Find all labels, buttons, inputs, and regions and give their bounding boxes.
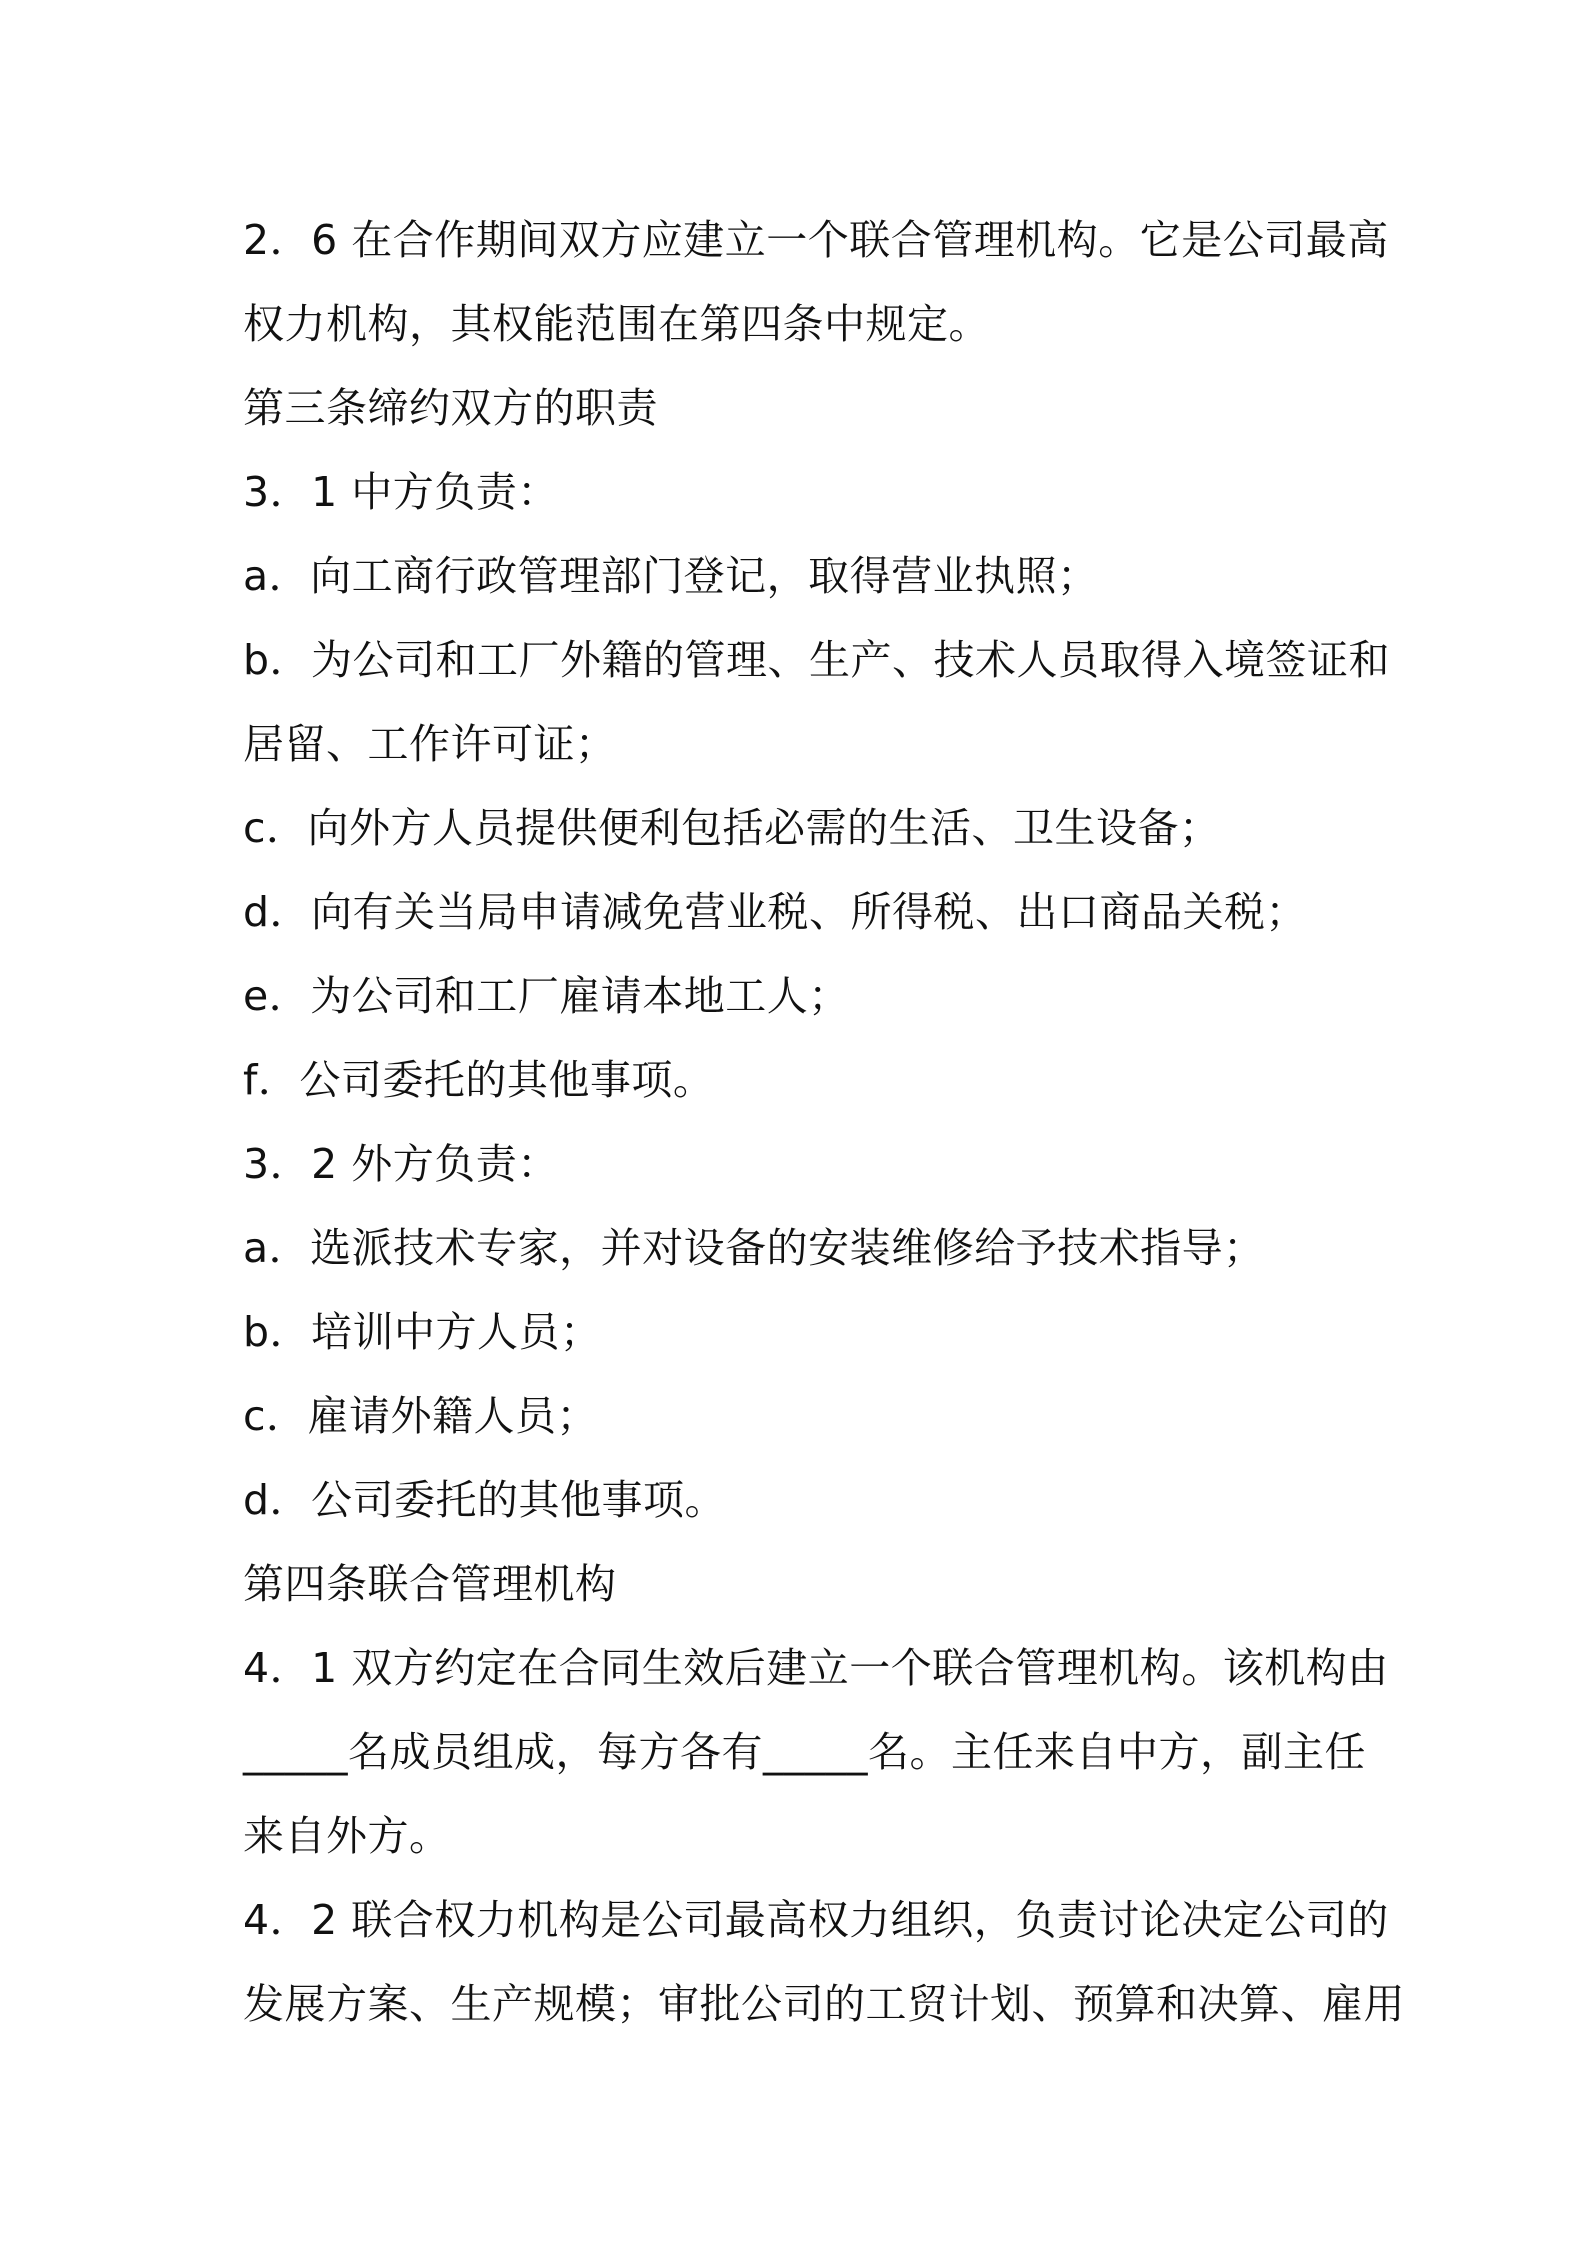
- text-line-15: c．雇请外籍人员；: [243, 1392, 599, 1440]
- document-body: [243, 198, 1405, 2046]
- text-line-19: _____名成员组成，每方各有_____名。主任来自中方，副主任: [243, 1728, 1366, 1776]
- text-line-21: 4．2 联合权力机构是公司最高权力组织，负责讨论决定公司的: [243, 1896, 1389, 1944]
- text-line-16: d．公司委托的其他事项。: [243, 1476, 727, 1524]
- text-line-6: b．为公司和工厂外籍的管理、生产、技术人员取得入境签证和: [243, 636, 1391, 684]
- section-heading-article-3: 第三条缔约双方的职责: [243, 384, 658, 432]
- text-line-13: a．选派技术专家，并对设备的安装维修给予技术指导；: [243, 1224, 1265, 1272]
- text-line-12: 3．2 外方负责：: [243, 1140, 559, 1188]
- text-line-9: d．向有关当局申请减免营业税、所得税、出口商品关税；: [243, 888, 1308, 936]
- text-line-22: 发展方案、生产规模；审批公司的工贸计划、预算和决算、雇用: [243, 1980, 1405, 2028]
- text-line-14: b．培训中方人员；: [243, 1308, 602, 1356]
- text-line-11: f．公司委托的其他事项。: [243, 1056, 715, 1104]
- text-line-2: 权力机构，其权能范围在第四条中规定。: [243, 300, 990, 348]
- text-line-8: c．向外方人员提供便利包括必需的生活、卫生设备；: [243, 804, 1221, 852]
- text-line-7: 居留、工作许可证；: [243, 720, 617, 768]
- text-line-5: a．向工商行政管理部门登记，取得营业执照；: [243, 552, 1099, 600]
- text-line-20: 来自外方。: [243, 1812, 451, 1860]
- section-heading-article-4: 第四条联合管理机构: [243, 1560, 617, 1608]
- text-line-10: e．为公司和工厂雇请本地工人；: [243, 972, 850, 1020]
- text-line-1: 2．6 在合作期间双方应建立一个联合管理机构。它是公司最高: [243, 216, 1389, 264]
- text-line-18: 4．1 双方约定在合同生效后建立一个联合管理机构。该机构由: [243, 1644, 1389, 1692]
- text-line-4: 3．1 中方负责：: [243, 468, 559, 516]
